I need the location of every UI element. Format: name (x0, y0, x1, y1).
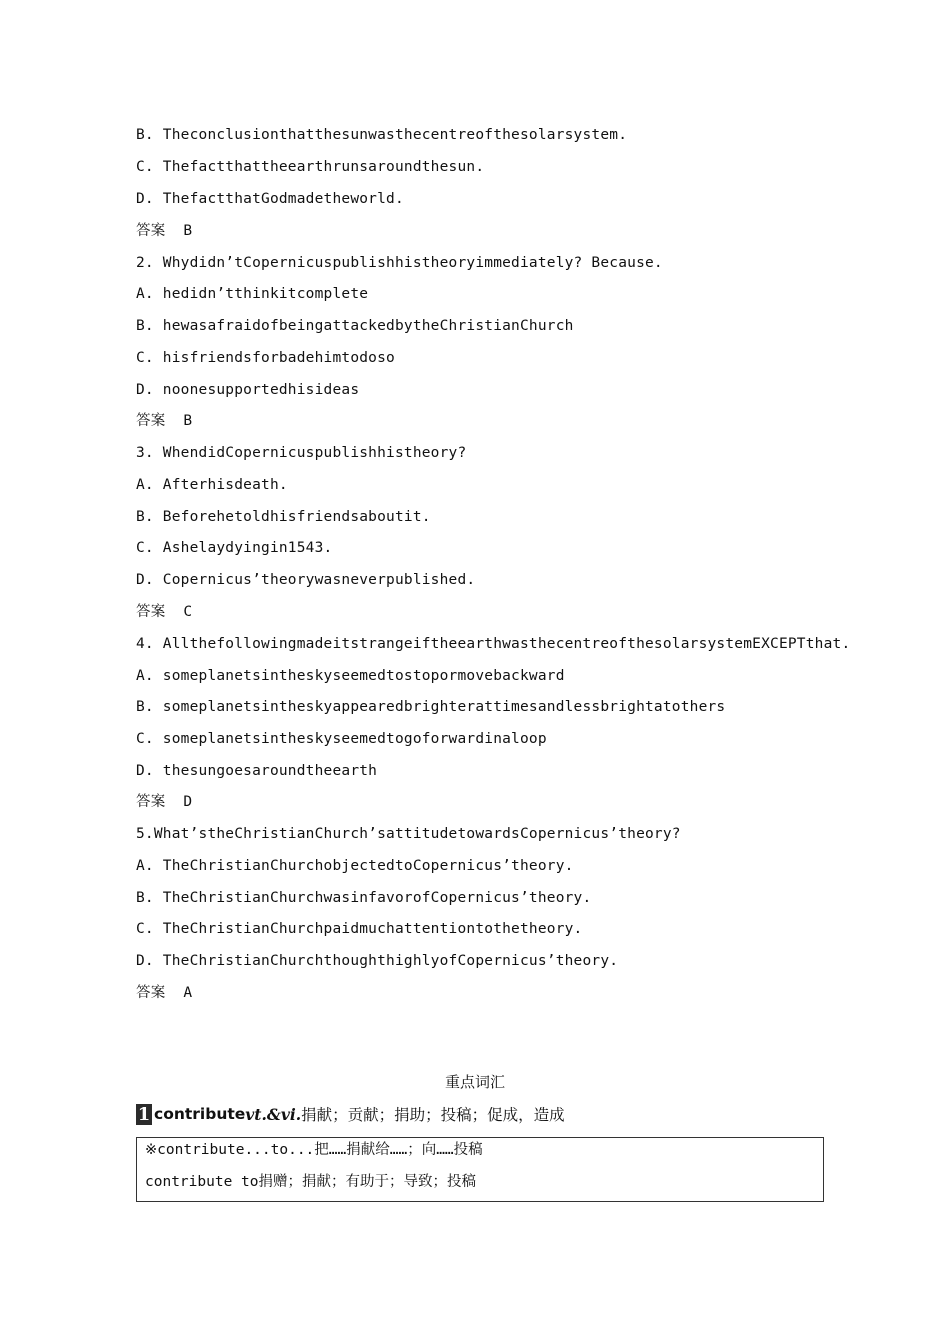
option-q3-c: C. Ashelaydyingin1543. (136, 540, 333, 556)
option-q3-b: B. Beforehetoldhisfriendsaboutit. (136, 509, 431, 525)
answer-q5 (136, 983, 192, 1003)
answer-q4 (136, 792, 192, 812)
question-5-stem: 5.What’stheChristianChurch’sattitudetowardsCopernicus’theory? (136, 826, 681, 842)
question-3-stem: 3. WhendidCopernicuspublishhistheory? (136, 445, 467, 461)
answer-value: B (183, 223, 193, 239)
answer-label: 答案 (136, 985, 166, 1001)
option-q1-c: C. Thefactthattheearthrunsaroundthesun. (136, 159, 485, 175)
question-4-stem: 4. AllthefollowingmadeitstrangeiftheearthwasthecentreofthesolarsystemEXCEPTthat. (136, 636, 851, 652)
answer-label: 答案 (136, 794, 166, 810)
vocab-entry-heading (136, 1102, 565, 1126)
option-q4-c: C. someplanetsintheskyseemedtogoforwardinaloop (136, 731, 547, 747)
option-q2-a: A. hedidn’tthinkitcomplete (136, 286, 369, 302)
part-of-speech: vt.&vi. (245, 1104, 302, 1124)
section-title: 重点词汇 (444, 1073, 505, 1091)
question-2-stem: 2. Whydidn’tCopernicuspublishhistheoryimmediately? Because. (136, 255, 663, 271)
option-q5-a: A. TheChristianChurchobjectedtoCopernicus’theory. (136, 858, 574, 874)
answer-q2 (136, 411, 192, 431)
answer-q3 (136, 602, 192, 622)
entry-number-badge: 1 (137, 1103, 151, 1125)
usage-note-box (136, 1137, 824, 1202)
option-q5-d: D. TheChristianChurchthoughthighlyofCopernicus’theory. (136, 953, 619, 969)
option-q3-d: D. Copernicus’theorywasneverpublished. (136, 572, 476, 588)
vocab-word: contribute (154, 1105, 246, 1123)
answer-value: C (183, 604, 193, 620)
option-q1-b: B. Theconclusionthatthesunwasthecentreofthesolarsystem. (136, 127, 628, 143)
word-meaning: 捐献；贡献；捐助；投稿；促成，造成 (301, 1106, 565, 1124)
option-q4-b: B. someplanetsintheskyappearedbrighterattimesandlessbrightatothers (136, 699, 726, 715)
answer-label: 答案 (136, 604, 166, 620)
option-q3-a: A. Afterhisdeath. (136, 477, 288, 493)
option-q1-d: D. ThefactthatGodmadetheworld. (136, 191, 404, 207)
option-q5-b: B. TheChristianChurchwasinfavorofCopernicus’theory. (136, 890, 592, 906)
option-q2-b: B. hewasafraidofbeingattackedbytheChristianChurch (136, 318, 574, 334)
usage-note-line: ※contribute...to...把……捐献给……；向……投稿 (145, 1142, 483, 1158)
answer-q1 (136, 221, 192, 241)
answer-value: A (183, 985, 193, 1001)
option-q2-c: C. hisfriendsforbadehimtodoso (136, 350, 395, 366)
answer-label: 答案 (136, 223, 166, 239)
option-q4-a: A. someplanetsintheskyseemedtostopormovebackward (136, 668, 565, 684)
option-q2-d: D. noonesupportedhisideas (136, 382, 360, 398)
usage-note-line: contribute to捐赠；捐献；有助于；导致；投稿 (145, 1174, 476, 1190)
option-q4-d: D. thesungoesaroundtheearth (136, 763, 378, 779)
option-q5-c: C. TheChristianChurchpaidmuchattentiontothetheory. (136, 921, 583, 937)
answer-value: B (183, 413, 193, 429)
answer-label: 答案 (136, 413, 166, 429)
answer-value: D (183, 794, 193, 810)
